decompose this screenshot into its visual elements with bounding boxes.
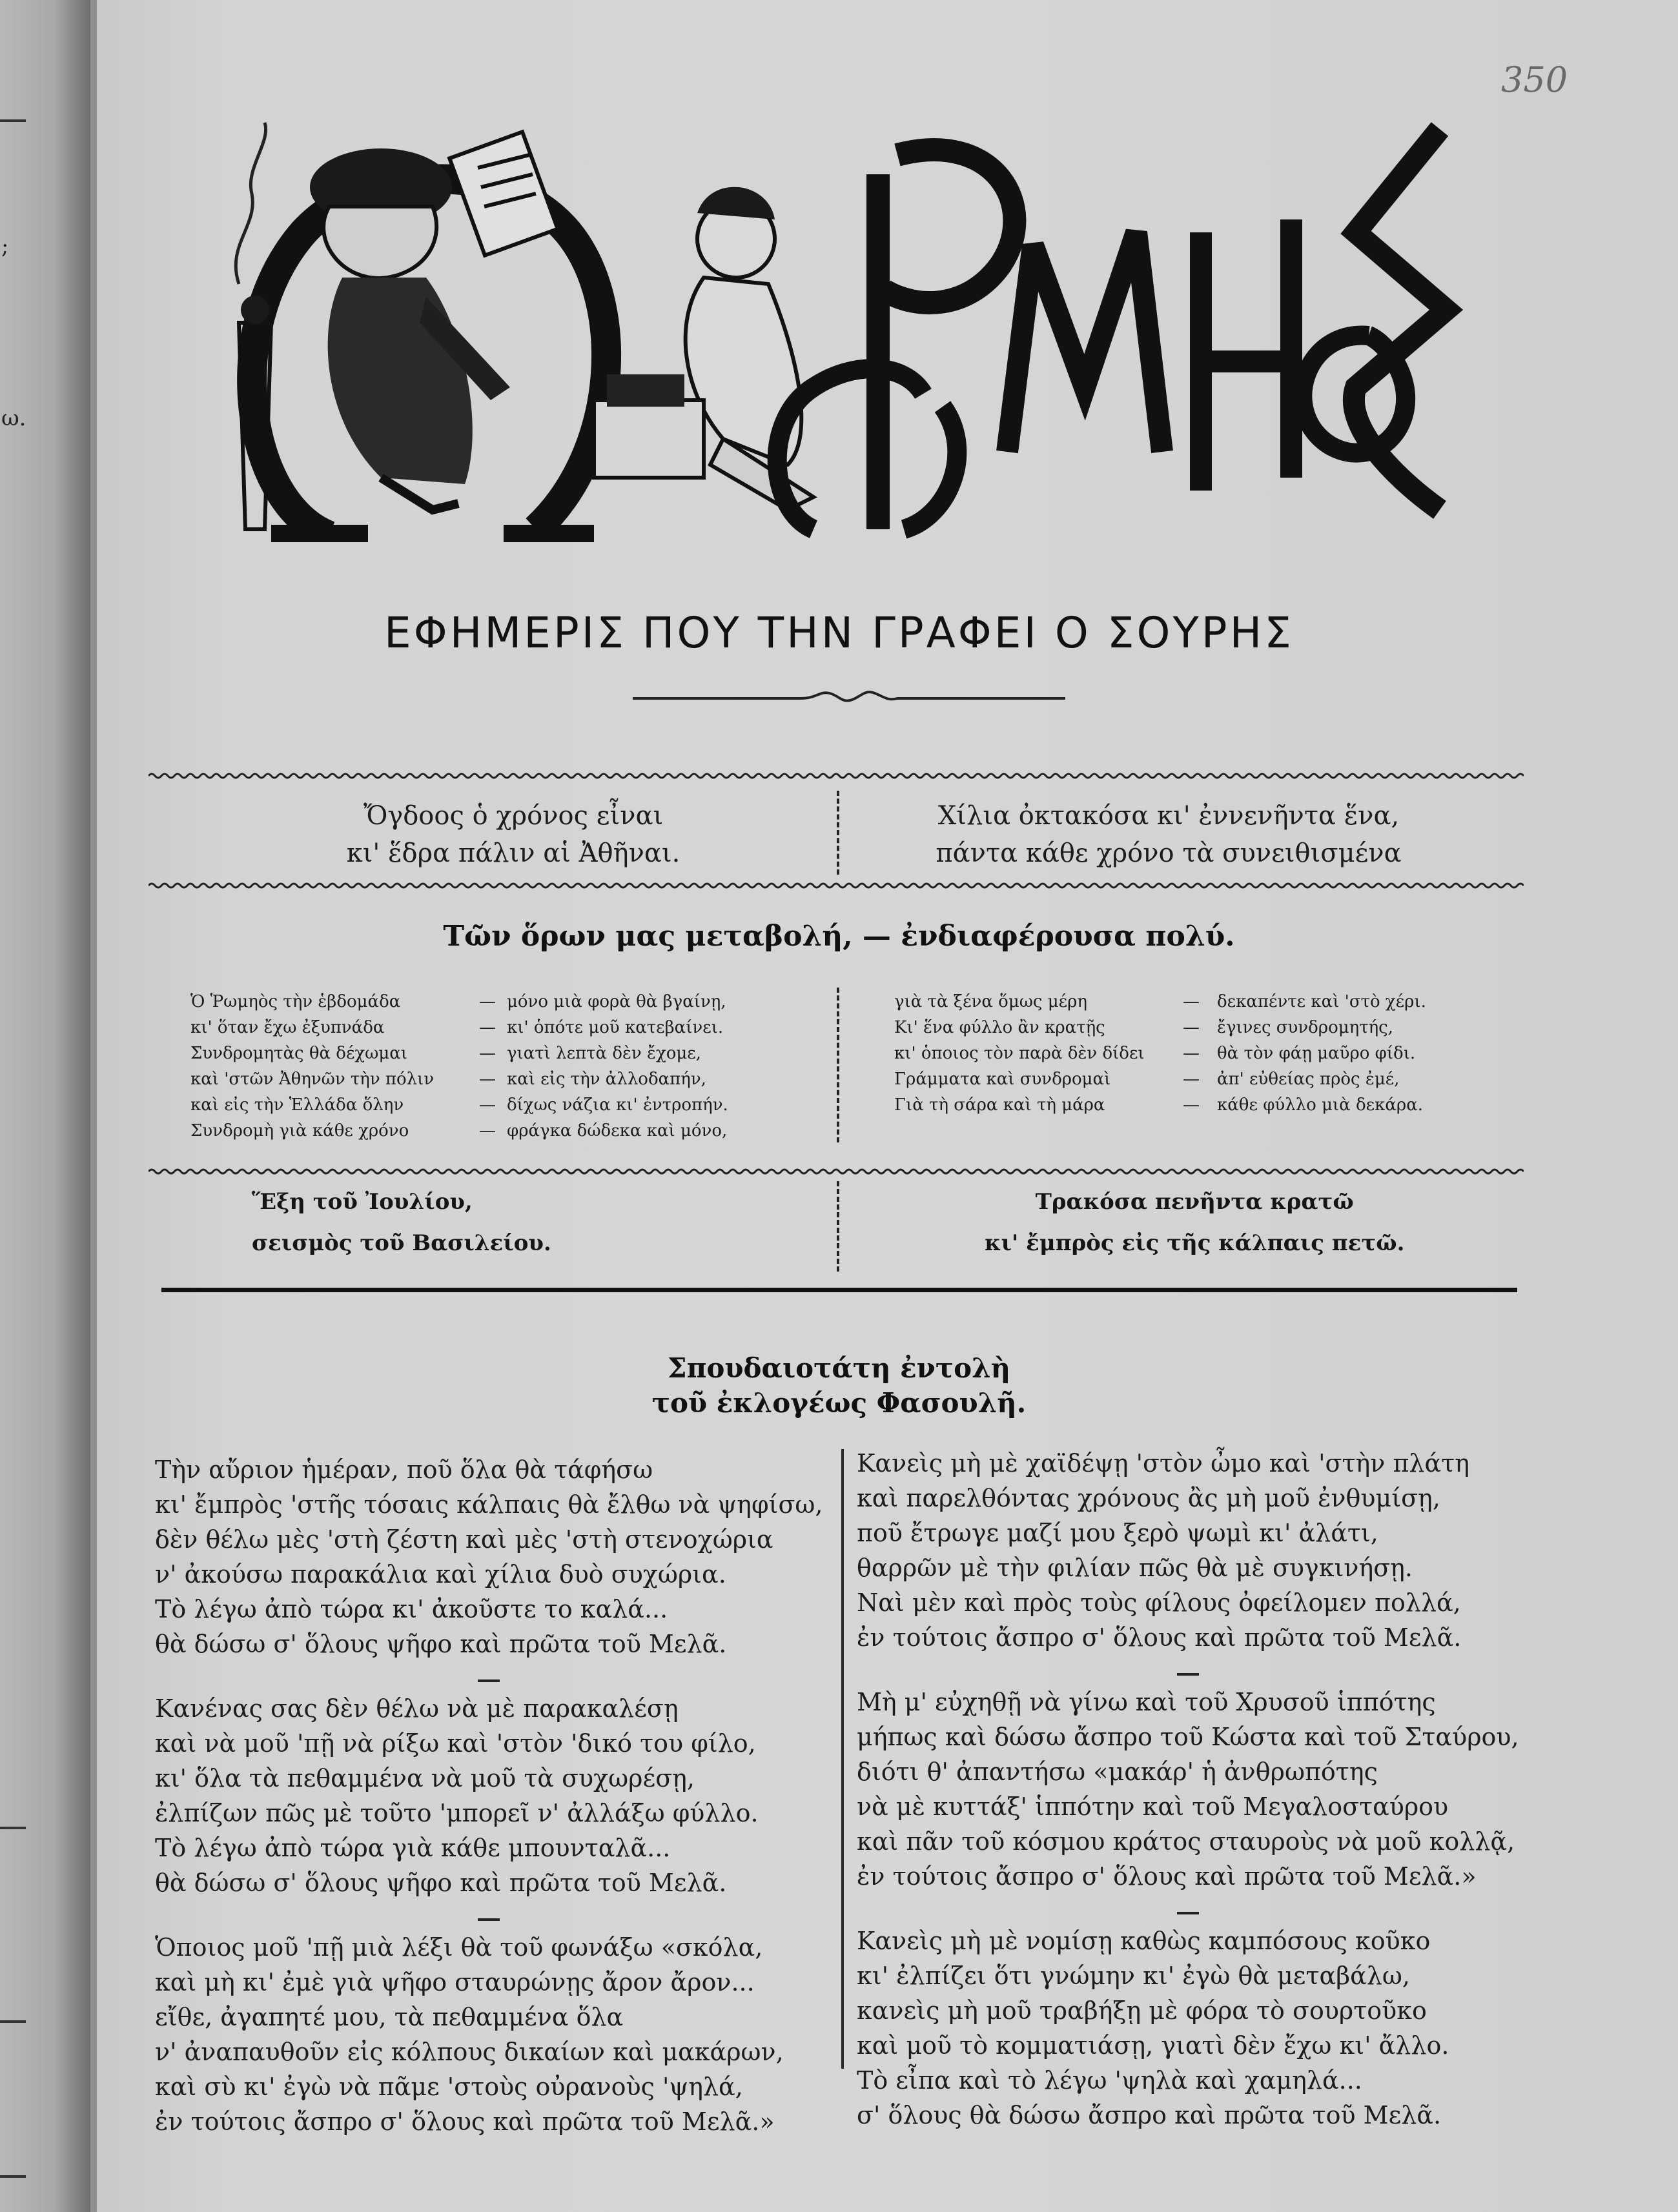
- date-verse-right: Χίλια ὀκτακόσα κι' ἐννενῆντα ἕνα, πάντα κάθε χρόνο τὰ συνειθισμένα: [936, 801, 1402, 868]
- wavy-rule: [148, 881, 1524, 890]
- terms-row: κι' ὁποιος τὸν παρὰ δὲν δίδει — θὰ τὸν φάῃ μαῦρο φίδι.: [894, 1044, 1416, 1063]
- poem-stanza: Τὴν αὔριον ἡμέραν, ποῦ ὅλα θὰ τάφήσω κι' ἔμπρὸς 'στῆς τόσαις κάλπαις θὰ ἔλθω νὰ ψηφίσω, δὲν θέλω μὲς 'στὴ ζέστη καὶ μὲς 'στὴ στενοχώρια ν' ἀκούσω παρακάλια καὶ χίλια δυὸ συχώρια. Τὸ λέγω ἀπὸ τώρα κι' ἀκοῦστε το καλά... θὰ δώσω σ' ὅλους ψῆφο καὶ πρῶτα τοῦ Μελᾶ.: [155, 1452, 823, 1661]
- margin-mark: [0, 2020, 26, 2023]
- terms-row: Συνδρομὴ γιὰ κάθε χρόνο — φράγκα δώδεκα καὶ μόνο,: [190, 1121, 728, 1141]
- terms-row: καὶ 'στῶν Ἀθηνῶν τὴν πόλιν — καὶ εἰς τὴν ἀλλοδαπήν,: [190, 1070, 706, 1089]
- notice-right: Τρακόσα πενῆντα κρατῶ κι' ἔμπρὸς εἰς τῆς κάλπαις πετῶ.: [985, 1189, 1405, 1256]
- column-divider: [837, 988, 839, 1142]
- notice-left: Ἕξη τοῦ Ἰουλίου, σεισμὸς τοῦ Βασιλείου.: [252, 1189, 551, 1256]
- masthead: [232, 116, 1491, 542]
- poem-stanza: Κανεὶς μὴ μὲ νομίσῃ καθὼς καμπόσους κοῦκο κι' ἐλπίζει ὅτι γνώμην κι' ἐγὼ θὰ μεταβάλω, κανεὶς μὴ μοῦ τραβήξῃ μὲ φόρα τὸ σουρτοῦκο καὶ μοῦ τὸ κομματιάσῃ, γιατὶ δὲν ἔχω κι' ἄλλο. Τὸ εἶπα καὶ τὸ λέγω 'ψηλὰ καὶ χαμηλά... σ' ὅλους θὰ δώσω ἄσπρο καὶ πρῶτα τοῦ Μελᾶ.: [857, 1927, 1449, 2129]
- date-verse-left: Ὄγδοος ὁ χρόνος εἶναι κι' ἕδρα πάλιν αἱ Ἀθῆναι.: [346, 801, 680, 868]
- stanza-separator: [1177, 1912, 1199, 1914]
- poem-title: Σπουδαιοτάτη ἐντολὴ τοῦ ἐκλογέως Φασουλῆ.: [651, 1352, 1027, 1419]
- poem-column-divider: [841, 1449, 844, 2069]
- poem-column-left: [155, 1452, 823, 2169]
- terms-row: Κι' ἕνα φύλλο ἂν κρατῇς — ἔγινες συνδρομητής,: [894, 1018, 1393, 1037]
- terms-row: Γιὰ τὴ σάρα καὶ τὴ μάρα — κάθε φύλλο μιὰ δεκάρα.: [894, 1095, 1424, 1115]
- poem-stanza: Ὁποιος μοῦ 'πῇ μιὰ λέξι θὰ τοῦ φωνάξω «σκόλα, καὶ μὴ κι' ἐμὲ γιὰ ψῆφο σταυρώνῃς ἄρον ἄρον... εἴθε, ἀγαπητέ μου, τὰ πεθαμμένα ὅλα ν' ἀναπαυθοῦν εἰς κόλπους δικαίων καὶ μακάρων, καὶ σὺ κι' ἐγὼ νὰ πᾶμε 'στοὺς οὐρανοὺς 'ψηλά, ἐν τούτοις ἄσπρο σ' ὅλους καὶ πρῶτα τοῦ Μελᾶ.»: [155, 1933, 784, 2136]
- terms-right-table: [894, 989, 1488, 1118]
- column-divider: [837, 1181, 839, 1272]
- stanza-separator: [478, 1679, 500, 1682]
- masthead-subtitle: ΕΦΗΜΕΡΙΣ ΠΟΥ ΤΗΝ ΓΡΑΦΕΙ Ο ΣΟΥΡΗΣ: [384, 608, 1294, 658]
- terms-row: Ὁ Ῥωμηὸς τὴν ἑβδομάδα — μόνο μιὰ φορὰ θὰ βγαίνῃ,: [190, 992, 726, 1011]
- page-fragment: ω.: [1, 405, 26, 431]
- column-divider: [837, 791, 839, 875]
- margin-mark: [0, 1827, 26, 1829]
- terms-row: Συνδρομητὰς θὰ δέχωμαι — γιατὶ λεπτὰ δὲν ἔχομε,: [190, 1044, 702, 1063]
- poem-stanza: Κανεὶς μὴ μὲ χαϊδέψῃ 'στὸν ὦμο καὶ 'στὴν πλάτη καὶ παρελθόντας χρόνους ἂς μὴ μοῦ ἐνθυμίσῃ, ποῦ ἔτρωγε μαζί μου ξερὸ ψωμὶ κι' ἀλάτι, θαρρῶν μὲ τὴν φιλίαν πῶς θὰ μὲ συγκινήσῃ. Ναὶ μὲν καὶ πρὸς τοὺς φίλους ὀφείλομεν πολλά, ἐν τούτοις ἄσπρο σ' ὅλους καὶ πρῶτα τοῦ Μελᾶ.: [857, 1446, 1519, 1655]
- terms-row: καὶ εἰς τὴν Ἑλλάδα ὅλην — δίχως νάζια κι' ἐντροπήν.: [190, 1095, 728, 1115]
- wavy-rule: [148, 1167, 1524, 1176]
- margin-mark: [0, 119, 26, 122]
- terms-left-table: [190, 989, 804, 1144]
- poem-column-right: [857, 1446, 1519, 2162]
- terms-row: γιὰ τὰ ξένα ὅμως μέρη — δεκαπέντε καὶ 'στὸ χέρι.: [894, 992, 1426, 1011]
- ornament-divider: [633, 684, 1065, 710]
- previous-page-edge: [0, 0, 90, 2212]
- margin-mark: [0, 2175, 26, 2178]
- page-number: 350: [1501, 59, 1568, 100]
- terms-row: κι' ὅταν ἔχω ἐξυπνάδα — κι' ὁπότε μοῦ κατεβαίνει.: [190, 1018, 724, 1037]
- poem-stanza: Κανένας σας δὲν θέλω νὰ μὲ παρακαλέσῃ καὶ νὰ μοῦ 'πῇ νὰ ρίξω καὶ 'στὸν 'δικό του φίλο, κι' ὅλα τὰ πεθαμμένα νὰ μοῦ τὰ συχωρέσῃ, ἐλπίζων πῶς μὲ τοῦτο 'μπορεῖ ν' ἀλλάξω φύλλο. Τὸ λέγω ἀπὸ τώρα γιὰ κάθε μπουνταλᾶ... θὰ δώσω σ' ὅλους ψῆφο καὶ πρῶτα τοῦ Μελᾶ.: [155, 1691, 823, 1900]
- stanza-separator: [478, 1918, 500, 1921]
- terms-row: Γράμματα καὶ συνδρομαὶ — ἀπ' εὐθείας πρὸς ἐμέ,: [894, 1070, 1400, 1089]
- stanza-separator: [1177, 1673, 1199, 1676]
- page-fragment: ;: [1, 234, 9, 259]
- terms-heading: Τῶν ὅρων μας μεταβολή, — ἐνδιαφέρουσα πολύ.: [443, 920, 1235, 953]
- section-rule: [161, 1288, 1517, 1292]
- wavy-rule: [148, 771, 1524, 780]
- masthead-logo: [232, 116, 1491, 542]
- poem-stanza: Μὴ μ' εὐχηθῇ νὰ γίνω καὶ τοῦ Χρυσοῦ ἱππότης μήπως καὶ δώσω ἄσπρο τοῦ Κώστα καὶ τοῦ Σταύρου, διότι θ' ἀπαντήσω «μακάρ' ἡ ἀνθρωπότης νὰ μὲ κυττάξ' ἱππότην καὶ τοῦ Μεγαλοσταύρου καὶ πᾶν τοῦ κόσμου κράτος σταυροὺς νὰ μοῦ κολλᾷ, ἐν τούτοις ἄσπρο σ' ὅλους καὶ πρῶτα τοῦ Μελᾶ.»: [857, 1685, 1519, 1894]
